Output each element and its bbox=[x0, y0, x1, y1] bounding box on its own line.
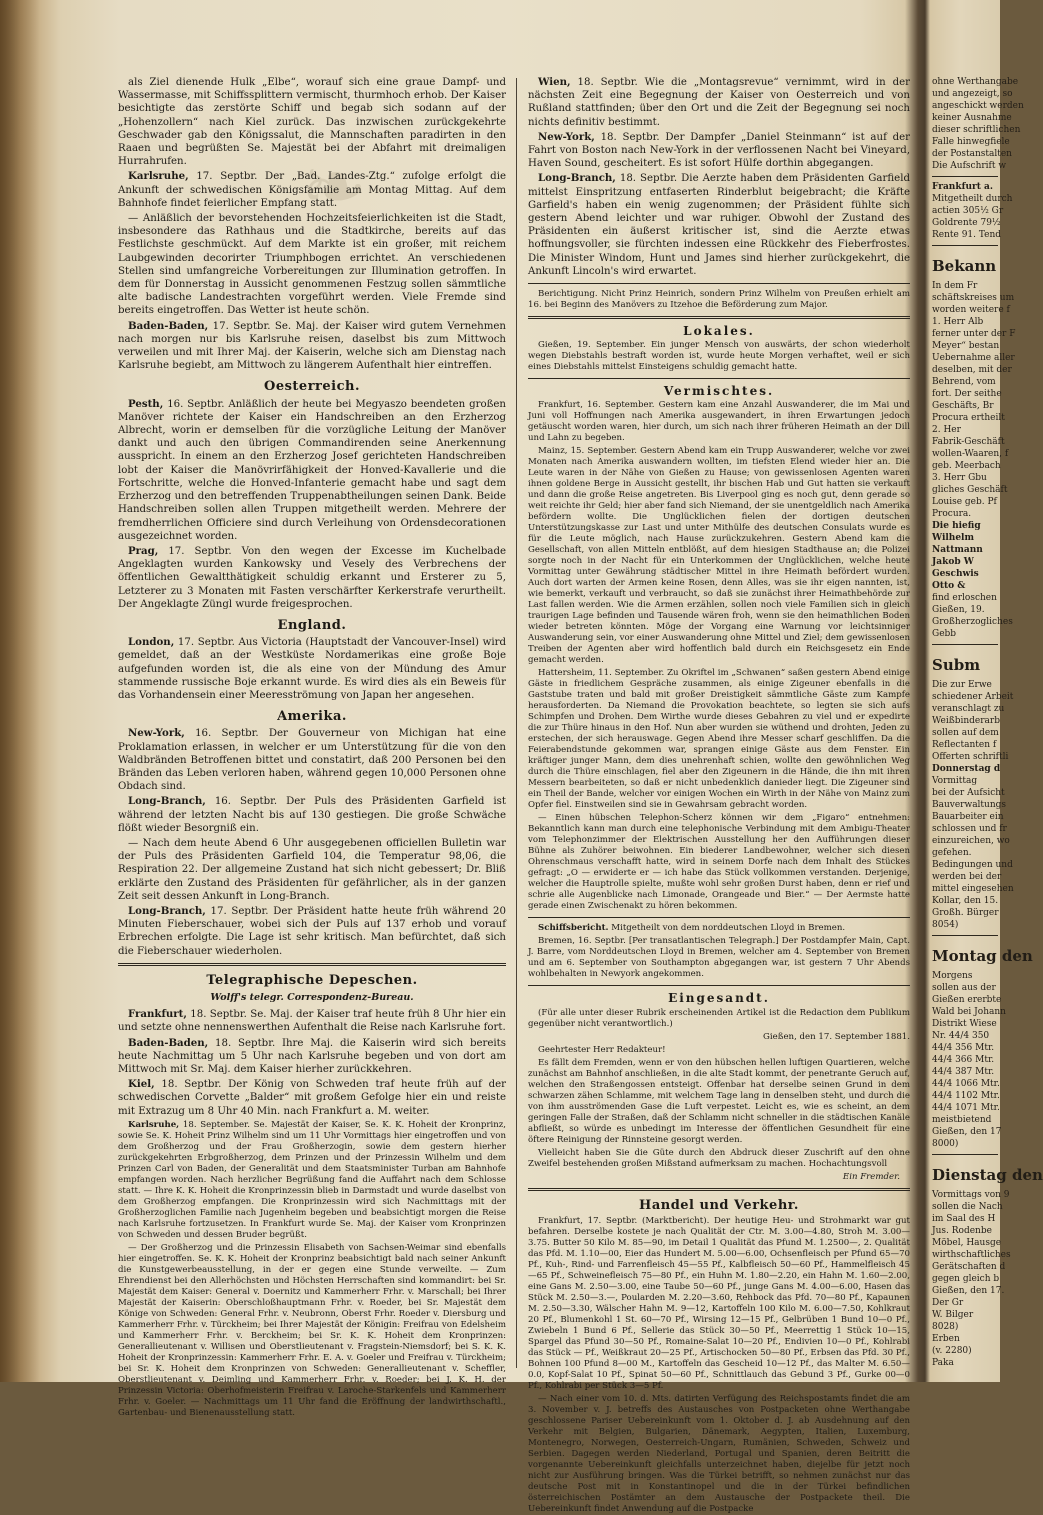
watermark-ornament: ❧ bbox=[300, 140, 368, 233]
dateline-place: Karlsruhe, bbox=[128, 1119, 180, 1130]
fragment-line: bei der Aufsicht bbox=[932, 788, 1005, 798]
fragment-line: worden weitere f bbox=[932, 305, 1010, 315]
dateline-place: Baden-Baden, bbox=[128, 319, 209, 332]
fragment-heading: Montag den bbox=[932, 947, 1033, 965]
article-paragraph: Karlsruhe, 17. Septbr. Der „Bad. Landes-Ztg.“ zufolge erfolgt die Ankunft der schwedischen Königsfamilie am Montag Mittag. Auf dem Bahnhofe findet feierlicher Empfang statt. bbox=[118, 170, 506, 209]
fragment-line: actien 305½ Gr bbox=[932, 206, 1004, 216]
fragment-line: 44/4 387 Mtr. bbox=[932, 1067, 995, 1077]
column-rule bbox=[516, 78, 517, 1368]
article-paragraph: — Nach dem heute Abend 6 Uhr ausgegebenen officiellen Bulletin war der Puls des Präsidenten Garfield 104, die Temperatur 98,06, die Respiration 22. Der allgemeine Zustand hat sich nicht gebessert; Dr. Bliß erklärte den Zustand des Präsidenten für gefährlicher, als in der ganzen Zeit seit dessen Ankunft in Long-Branch. bbox=[118, 837, 506, 902]
fragment-line: gegen gleich b bbox=[932, 1274, 1000, 1284]
dateline-place: Long-Branch, bbox=[538, 172, 616, 185]
fragment-line: (v. 2280) bbox=[932, 1346, 972, 1356]
article-paragraph: Gießen, 19. September. Ein junger Mensch von auswärts, der schon wiederholt wegen Diebstahls bestraft worden ist, wurde heute Morgen verhaftet, weil er sich eines Diebstahls mittelst Einsteigens schuldig gemacht hatte. bbox=[528, 340, 910, 373]
right-column bbox=[528, 76, 910, 1514]
letter-signature: Ein Fremder. bbox=[842, 1171, 900, 1182]
fragment-line: Gießen, den 17 bbox=[932, 1127, 1002, 1137]
article-paragraph: Hattersheim, 11. September. Zu Okriftel im „Schwanen“ saßen gestern Abend einige Gäste in friedlichem Gespräche zusammen, als einige Zigeuner ebenfalls in die Gaststube traten und bald mit großer Dreistigkeit sämmtliche Gäste zum Kampfe herausforderten. Da Niemand die Provokation beachtete, so legten sie sich aufs Schimpfen und Drohen. Dem Wirthe wurde dieses Gebahren zu viel und er expedirte die zur Thüre hinaus in den Hof. Nun aber wurden sie wüthend und drohten, Jeden zu erstechen, der sich herauswage. Gegen Abend ihre Messer scharf geschliffen. Da die Feierabendstunde gekommen war, sprangen einige Gäste aus dem Fenster. Ein kräftiger junger Mann, dem dies unehrenhaft schien, wollte den gewöhnlichen Weg durch die Thüre einschlagen, fiel aber den Zigeunern in die Hände, die ihn mit ihren Messern bearbeiteten, so daß er nicht unbedenklich danieder liegt. Die Zigeuner sind ein Theil der Bande, welcher vor einigen Wochen ein Wirth in der Nähe von Mainz zum Opfer fiel. Einstweilen sind sie in Gewahrsam gebracht worden. bbox=[528, 668, 910, 811]
fragment-line: Uebernahme aller bbox=[932, 353, 1015, 363]
fragment-line: und angezeigt, so bbox=[932, 89, 1013, 99]
fragment-line: Großh. Bürger bbox=[932, 908, 999, 918]
dateline-place: New-York, bbox=[538, 130, 595, 143]
fragment-line: Bauarbeiter ein bbox=[932, 812, 1004, 822]
section-heading-ship: Schiffsbericht. bbox=[538, 923, 609, 934]
fragment-line: Geschäfts, Br bbox=[932, 401, 994, 411]
fragment-line: Möbel, Hausge bbox=[932, 1238, 1002, 1248]
correction-note: Berichtigung. Nicht Prinz Heinrich, sondern Prinz Wilhelm von Preußen erhielt am 16. bei Beginn des Manövers zu Itzehoe die Beförderung zum Major. bbox=[528, 289, 910, 311]
section-heading-trade: Handel und Verkehr. bbox=[639, 1197, 799, 1213]
article-paragraph: Wien, 18. Septbr. Wie die „Montagsrevue“ vernimmt, wird in der nächsten Zeit eine Begegnung der Kaiser von Oesterreich und von Rußland stattfinden; über den Ort und die Zeit der Begegnung sei noch nichts definitiv bestimmt. bbox=[528, 76, 910, 128]
adjacent-page-fragment bbox=[932, 76, 1043, 1376]
fragment-line: Reflectanten f bbox=[932, 740, 997, 750]
fragment-line: Wald bei Johann bbox=[932, 1007, 1006, 1017]
fragment-line: Der Gr bbox=[932, 1298, 964, 1308]
fragment-divider bbox=[932, 935, 998, 936]
fragment-line: ohne Werthangabe bbox=[932, 77, 1019, 87]
fragment-line: In dem Fr bbox=[932, 281, 978, 291]
fragment-line: schlossen und fr bbox=[932, 824, 1007, 834]
market-report: Frankfurt, 17. Septbr. (Marktbericht). Der heutige Heu- und Strohmarkt war gut befahren. Derselbe kostete je nach Qualität der Ctr. M. 3.00—4.80, Stroh M. 3.00—3.75. Butter 50 Kilo M. 85—90, im Detail 1 Qualität das Pfund M. 1.2500—, 2. Qualität das Pfd. M. 1.10—00, Eier das Hundert M. 5.00—6.00, Ochsenfleisch per Pfund 65—70 Pf., Kuh-, Rind- und Farrenfleisch 45—55 Pf., Kalbfleisch 50—60 Pf., Hammelfleisch 45—65 Pf., Schweinefleisch 75—80 Pf., ein Huhn M. 1.80—2.20, ein Hahn M. 1.60—2.00, eine Gans M. 2.50—3.00, eine Taube 50—60 Pf., junge Gans M. 4.00—6.00, Hasen das Stück M. 2.50—3.—, Poularden M. 2.20—3.60, Rehbock das Pfd. 70—80 Pf., Kapaunen M. 2.50—3.30, Wälscher Hahn M. 9—12, Kartoffeln 100 Kilo M. 6.00—7.50, Kohlkraut 20 Pf., Blumenkohl 1 St. 60—70 Pf., Wirsing 12—15 Pf., Gelbrüben 1 Bund 10—0 Pf., Zwiebeln 1 Bund 6 Pf., Sellerie das Stück 30—50 Pf., Meerrettig 1 Stück 10—15, Spargel das Pfund 30—50 Pf., Romaine-Salat 10—20 Pf., Endivien 10—0 Pf., Kohlrabi das Stück — Pf., Weißkraut 20—25 Pf., Artischocken 50—80 Pf., Erbsen das Pfd. 30 Pf., Bohnen 100 Pfund 8—00 M., Kartoffeln das Gescheid 10—12 Pf., das Malter M. 6.50—0.0, Kopf-Salat 10 Pf., Spinat 50—60 Pf., Schnittlauch das Gebund 3 Pf., Gurke 00—0 Pf., Kohlrabi per Stück 3—5 Pf. bbox=[528, 1215, 910, 1391]
fragment-line: 3. Herr Gbu bbox=[932, 473, 987, 483]
fragment-line: Gießen ererbte bbox=[932, 995, 1002, 1005]
divider bbox=[528, 985, 910, 986]
fragment-line: Gießen, den 17. bbox=[932, 1286, 1005, 1296]
article-paragraph: — Der Großherzog und die Prinzessin Elisabeth von Sachsen-Weimar sind ebenfalls hier eingetroffen. Se. K. K. Hoheit der Kronprinz beabsichtigt bald nach seiner Ankunft die Kunstgewerbeausstellung, in der er gegen eine Stunde verweilte. — Zum Ehrendienst bei den Allerhöchsten und Höchsten Herrschaften sind kommandirt: bei Sr. Majestät dem Kaiser: General v. Doernitz und Kammerherr Frhr. v. Marschall; bei Ihrer Majestät der Kaiserin: Oberschloßhauptmann Frhr. v. Roeder, bei Sr. Majestät dem Könige von Schweden: General Frhr. v. Neubronn, Oberst Frhr. Roeder v. Diersburg und Kammerherr Frhr. v. Türckheim; bei Ihrer Majestät der Königin: Freifrau von Edelsheim und Kammerherr Frhr. v. Berckheim; bei Sr. K. K. Hoheit dem Kronprinzen: Generallieutenant v. Willisen und Oberstlieutenant v. Fragstein-Niemsdorf; bei S. K. K. Hoheit der Kronprinzessin: Kammerherr Frhr. E. A. v. Goeler und Freifrau v. Türckheim; bei Sr. K. Hoheit dem Kronprinzen von Schweden: Generallieutenant v. Scheffler, Oberstlieutenant v. Deimling und Kammerherr Frhr. v. Roeder; bei J. K. H. der Prinzessin Victoria: Oberhofmeisterin Freifrau v. Laroche-Starkenfels und Kammerherr Frhr. v. Goeler. — Nachmittags um 11 Uhr fand die Eröffnung der landwirthschaftl., Gartenbau- und Bienenausstellung statt. bbox=[118, 1242, 506, 1418]
fragment-line: wollen-Waaren, f bbox=[932, 449, 1009, 459]
fragment-line: ferner unter der F bbox=[932, 329, 1016, 339]
fragment-heading: Bekann bbox=[932, 257, 997, 275]
fragment-line: sollen auf dem bbox=[932, 728, 999, 738]
article-paragraph: Baden-Baden, 18. Septbr. Ihre Maj. die Kaiserin wird sich bereits heute Nachmittag um 5 Uhr nach Karlsruhe begeben und von dort am Mittwoch mit Sr. Maj. dem Kaiser hierher zurückkehren. bbox=[118, 1036, 506, 1076]
fragment-line: Distrikt Wiese bbox=[932, 1019, 997, 1029]
fragment-line: Rente 91. Tend bbox=[932, 230, 1002, 240]
fragment-line: 2. Her bbox=[932, 425, 961, 435]
letter-body: Es fällt dem Fremden, wenn er von den hübschen hellen luftigen Quartieren, welche zunächst am Bahnhof anschließen, in die alte Stadt kommt, der penetrante Geruch auf, welchen den Straßengossen entsteigt. Offenbar hat derselbe seinen Grund in dem schwarzen zähen Schlamme, mit welchem Tage lang in denselben steht, und durch die von ihm ausströmenden Gase die Luft verpestet. Leicht es, wie es scheint, an dem geringen Falle der Straßen, daß der Schlamm nicht schneller in die städtischen Kanäle abfließt, so würde es unbedingt im Interesse der öffentlichen Gesundheit für eine öftere Reinigung der Rinnsteine gesorgt werden. bbox=[528, 1057, 910, 1145]
fragment-line: 44/4 1102 Mtr. bbox=[932, 1091, 1000, 1101]
article-paragraph: London, 17. Septbr. Aus Victoria (Hauptstadt der Vancouver-Insel) wird gemeldet, daß an der Westküste Nordamerikas eine große Boje aufgefunden worden ist, die als eine von der Mündung des Amur stammende russische Boje erkannt wurde. Es wird dies als ein Beweis für das Vorhandensein einer Meeresströmung von Japan her angesehen. bbox=[118, 636, 506, 701]
article-paragraph: Long-Branch, 16. Septbr. Der Puls des Präsidenten Garfield ist während der letzten Nacht bis auf 130 gestiegen. Die große Schwäche flößt wieder Besorgniß ein. bbox=[118, 795, 506, 834]
section-subheading: Wolff's telegr. Correspondenz-Bureau. bbox=[210, 992, 414, 1003]
fragment-line: mittel eingesehen bbox=[932, 884, 1014, 894]
article-paragraph: Prag, 17. Septbr. Von den wegen der Excesse im Kuchelbade Angeklagten wurden Kankowsky und Vesely des Verbrechens der öffentlichen Gewaltthätigkeit schuldig erkannt und Ersterer zu 5, Letzterer zu 3 Monaten mit Fasten verschärfter Kerkerstrafe verurtheilt. Der Angeklagte Züngl wurde freigesprochen. bbox=[118, 544, 506, 610]
section-heading-misc: Vermischtes. bbox=[663, 384, 775, 399]
letter-date: Gießen, den 17. September 1881. bbox=[763, 1031, 910, 1042]
section-divider bbox=[528, 1188, 910, 1191]
dateline-place: Long-Branch, bbox=[128, 795, 206, 808]
article-paragraph: Frankfurt, 16. September. Gestern kam eine Anzahl Auswanderer, die im Mai und Juni voll Hoffnungen nach Amerika ausgewandert, in ihren Erwartungen jedoch getäuscht worden waren, hier durch, um sich nach ihrer früheren Heimath an der Dill und Lahn zu begeben. bbox=[528, 400, 910, 444]
fragment-line: Otto & bbox=[932, 581, 966, 591]
dateline-place: Pesth, bbox=[128, 397, 164, 410]
fragment-divider bbox=[932, 245, 998, 246]
fragment-line: Procura ertheilt bbox=[932, 413, 1005, 423]
fragment-heading: Subm bbox=[932, 656, 981, 674]
article-paragraph: — Nach einer vom 10. d. Mts. datirten Verfügung des Reichspostamts findet die am 3. November v. J. betreffs des Austausches von Postpacketen ohne Werthangabe geschlossene Pariser Uebereinkunft vom 1. Oktober d. J. ab Ausdehnung auf den Verkehr mit Belgien, Bulgarien, Dänemark, Aegypten, Italien, Luxemburg, Montenegro, Norwegen, Oesterreich-Ungarn, Rumänien, Schweden, Schweiz und Serbien. Dagegen werden Niederland, Portugal und Spanien, deren Beitritt die vorgenannte Uebereinkunft gleichfalls unterzeichnet haben, diejelbe für jetzt noch nicht zur Ausführung bringen. Was die Türkei betrifft, so nehmen zunächst nur das deutsche Post mit in Konstantinopel und die in der Türkei befindlichen österreichischen Postämter an dem Austausche der Postpackete theil. Die Uebereinkunft findet Anwendung auf die Postpacke bbox=[528, 1393, 910, 1514]
article-paragraph: Kiel, 18. Septbr. Der König von Schweden traf heute früh auf der schwedischen Corvette „Balder“ mit großem Gefolge hier ein und reiste mit Extrazug um 8 Uhr 40 Min. nach Frankfurt a. M. weiter. bbox=[118, 1078, 506, 1117]
article-paragraph: Long-Branch, 17. Septbr. Der Präsident hatte heute früh während 20 Minuten Fieberschauer, wobei sich der Puls auf 137 erhob und vorauf Erbrechen erfolgte. Die Lage ist sehr kritisch. Man befürchtet, daß sich die Fieberschauer wiederholen. bbox=[118, 904, 506, 957]
fragment-line: Wilhelm bbox=[932, 533, 974, 543]
fragment-line: Mitgetheilt durch bbox=[932, 194, 1013, 204]
article-paragraph: Frankfurt, 18. Septbr. Se. Maj. der Kaiser traf heute früh 8 Uhr hier ein und setzte ohne nennenswerthen Aufenthalt die Reise nach Karlsruhe fort. bbox=[118, 1008, 506, 1034]
divider bbox=[528, 283, 910, 284]
binding-shadow bbox=[0, 0, 40, 1382]
fragment-line: Vormittag bbox=[932, 776, 978, 786]
fragment-line: sollen die Nach bbox=[932, 1202, 1003, 1212]
left-column bbox=[118, 76, 507, 1418]
article-paragraph: Pesth, 16. Septbr. Anläßlich der heute bei Megyaszo beendeten großen Manöver richtete der Kaiser ein Handschreiben an den Erzherzog Albrecht, worin er demselben für die vorzügliche Leitung der Manöver dankt und auch den übrigen Commandirenden seine Anerkennung ausspricht. In einem an den Erzherzog Josef gerichteten Handschreiben lobt der Kaiser die Manövrirfähigkeit der Honved-Kavallerie und die Fortschritte, welche die Honved-Infanterie gemacht habe und sagt dem Erzherzog und den betreffenden Truppenabtheilungen seinen Dank. Beide Handschreiben sollen allen Truppen mitgetheilt werden. Mehrere der fremdherrlichen Officiere sind durch Verleihung von Ordensdecorationen ausgezeichnet worden. bbox=[118, 397, 506, 542]
fragment-line: Behrend, vom bbox=[932, 377, 996, 387]
fragment-line: Falle hinwegfiele bbox=[932, 137, 1010, 147]
fragment-divider bbox=[932, 176, 998, 177]
section-heading-telegraph: Telegraphische Depeschen. bbox=[206, 972, 418, 988]
fragment-line: 8000) bbox=[932, 1139, 959, 1149]
fragment-line: Goldrente 79½ bbox=[932, 218, 1001, 228]
fragment-line: gliches Geschäft bbox=[932, 485, 1008, 495]
fragment-line: find erloschen bbox=[932, 593, 997, 603]
divider bbox=[528, 378, 910, 379]
fragment-line: Gießen, 19. bbox=[932, 605, 985, 615]
fragment-line: Morgens bbox=[932, 971, 973, 981]
fragment-line: Louise geb. Pf bbox=[932, 497, 997, 507]
shipping-report: Schiffsbericht. Mitgetheilt von dem norddeutschen Lloyd in Bremen. bbox=[538, 923, 846, 934]
fragment-line: angeschickt werden bbox=[932, 101, 1024, 111]
fragment-line: Gerätschaften d bbox=[932, 1262, 1006, 1272]
fragment-line: veranschlagt zu bbox=[932, 704, 1005, 714]
fragment-line: im Saal des H bbox=[932, 1214, 996, 1224]
dateline-place: Kiel, bbox=[128, 1078, 155, 1091]
fragment-line: 44/4 356 Mtr. bbox=[932, 1043, 995, 1053]
fragment-line: Die zur Erwe bbox=[932, 680, 992, 690]
fragment-line: Nr. 44/4 350 bbox=[932, 1031, 990, 1041]
fragment-line: Die Aufschrift w bbox=[932, 161, 1007, 171]
fragment-line: Nattmann bbox=[932, 545, 983, 555]
dateline-place: Karlsruhe, bbox=[128, 170, 189, 183]
fragment-line: Procura. bbox=[932, 509, 972, 519]
fragment-line: der Postanstalten bbox=[932, 149, 1012, 159]
fragment-line: wirthschaftliches bbox=[932, 1250, 1011, 1260]
fragment-line: deselben, mit der bbox=[932, 365, 1012, 375]
fragment-line: 44/4 1071 Mtr. bbox=[932, 1103, 1000, 1113]
section-divider bbox=[118, 963, 506, 966]
divider bbox=[528, 917, 910, 918]
article-paragraph: Mainz, 15. September. Gestern Abend kam ein Trupp Auswanderer, welche vor zwei Monaten nach Amerika auswandern wollten, im tiefsten Elend wieder hier an. Die Leute waren in der Nähe von Gießen zu Hause; von gewissenlosen Agenten waren ihnen goldene Berge in Aussicht gestellt, ihr bischen Hab und Gut hatten sie verkauft und dann die große Reise angetreten. Bis Liverpool ging es noch gut, denn gerade so weit reichte ihr Geld; hier aber fand sich Niemand, der sie unentgeldlich nach Amerika befördern wollte. Die Unglücklichen fielen der dortigen deutschen Unterstützungskasse zur Last und unter Mithülfe des deutschen Consulats wurde es für die Leute möglich, nach Hause zurückzukehren. Gestern Abend kam die Gesellschaft, von allen Mitteln entblößt, auf dem hiesigen Stadthause an; die Polizei sorgte noch in der Nacht für ein Unterkommen der Unglücklichen, welche heute Vormittag unter Gewährung städtischer Mittel in ihre Heimath befördert wurden. Auch dort warten der Armen keine Rosen, denn Alles, was sie ihr eigen nannten, ist, wie bemerkt, verkauft und verbraucht, so daß sie zunächst ihrer Heimathbehörde zur Last fallen werden. Wie die Armen erzählen, sollen noch viele Familien sich in gleich traurigen Lage befinden und Tausende wären froh, wenn sie den heimathlichen Boden wieder betreten könnten. Möge der Vorgang eine Warnung vor leichtsinniger Auswanderung sein, vor einer Auswanderung ohne Mittel und Ziel; dem gewissenlosen Treiben der Agenten aber wird hoffentlich bald durch ein Reichsgesetz ein Ende gemacht werden. bbox=[528, 446, 910, 666]
fragment-line: Die hiefig bbox=[932, 521, 981, 531]
section-heading-america: Amerika. bbox=[277, 709, 347, 725]
fragment-heading: Dienstag den bbox=[932, 1166, 1043, 1184]
article-paragraph: — Einen hübschen Telephon-Scherz können wir dem „Figaro“ entnehmen: Bekanntlich kann man durch eine telephonische Verbindung mit dem Ambigu-Theater vom Telephonzimmer der Elektrischen Ausstellung her den Aufführungen dieser Bühne als Zuhörer beiwohnen. Ein biederer Landbewohner, welcher sich diesen Ohrenschmaus verschafft hatte, wird in seinem Dorfe nach dem Inhalt des Stückes gefragt: „O — erwiderte er — ich habe das Stück vollkommen verstanden. Derjenige, welcher die Hauptrolle spielte, mußte wohl sehr großen Durst haben, denn er rief und schrie alle Augenblicke nach Limonade, Orangeade und Bier.“ — Der Aermste hatte gerade einen Zwischenakt zu hören bekommen. bbox=[528, 813, 910, 912]
dateline-place: New-York, bbox=[128, 727, 185, 740]
section-divider bbox=[528, 316, 910, 319]
section-heading-austria: Oesterreich. bbox=[264, 379, 360, 395]
fragment-line: keiner Ausnahme bbox=[932, 113, 1012, 123]
section-heading-local: Lokales. bbox=[683, 324, 755, 339]
fragment-line: meistbietend bbox=[932, 1115, 992, 1125]
fragment-line: Kollar, den 15. bbox=[932, 896, 999, 906]
dateline-place: Prag, bbox=[128, 544, 159, 557]
fragment-line: schiedener Arbeit bbox=[932, 692, 1014, 702]
fragment-line: W. Bilger bbox=[932, 1310, 974, 1320]
fragment-line: Jakob W bbox=[932, 557, 974, 567]
article-paragraph: Bremen, 16. Septbr. [Per transatlantischen Telegraph.] Der Postdampfer Main, Capt. J. Barre, vom Norddeutschen Lloyd in Bremen, welcher am 4. September von Bremen und am 6. September von Southampton abgegangen war, ist gestern 7 Uhr Abends wohlbehalten in Newyork angekommen. bbox=[528, 936, 910, 980]
section-heading-england: England. bbox=[277, 617, 347, 633]
fragment-divider bbox=[932, 1154, 998, 1155]
dateline-place: Baden-Baden, bbox=[128, 1036, 209, 1049]
article-paragraph: New-York, 18. Septbr. Der Dampfer „Daniel Steinmann“ ist auf der Fahrt von Boston nach New-York in der verflossenen Nacht bei Vineyard, Haven Sound, gescheitert. Es ist sofort Hülfe dorthin abgegangen. bbox=[528, 130, 910, 170]
fragment-line: werden bei der bbox=[932, 872, 1002, 882]
section-heading-submitted: Eingesandt. bbox=[668, 991, 770, 1006]
fragment-line: 8054) bbox=[932, 920, 959, 930]
fragment-line: schäftskreises um bbox=[932, 293, 1015, 303]
fragment-line: Gebb bbox=[932, 629, 957, 639]
dateline-place: Long-Branch, bbox=[128, 904, 206, 917]
fragment-line: Weißbinderarb bbox=[932, 716, 1000, 726]
fragment-line: Frankfurt a. bbox=[932, 182, 993, 192]
fragment-line: sollen aus der bbox=[932, 983, 996, 993]
article-paragraph: Long-Branch, 18. Septbr. Die Aerzte haben dem Präsidenten Garfield mittelst Einspritzung entfaserten Rinderblut beigebracht; die Kräfte Garfield's haben ein wenig zugenommen; der Präsident fühlte sich gestern Abend leichter und war ruhiger. Obwohl der Zustand des Präsidenten ein äußerst kritischer ist, sind die Aerzte etwas hoffnungsvoller, sie fürchten indessen eine Rückkehr des Fieberfrostes. Die Minister Windom, Hunt und James sind hierher zurückgekehrt, die Ankunft Lincoln's wird erwartet. bbox=[528, 172, 910, 277]
article-paragraph: als Ziel dienende Hulk „Elbe“, worauf sich eine graue Dampf- und Wassermasse, mit Schiffssplittern vermischt, thurmhoch erhob. Der Kaiser besichtigte das zerstörte Schiff und begab sich sodann auf der „Hohenzollern“ nach Kiel zurück. Das inzwischen zurückgekehrte Geschwader gab den Königssalut, die Mannschaften paradirten in den Raaen und begrüßten Se. Majestät bei der Abfahrt mit dreimaligen Hurrahrufen. bbox=[118, 77, 506, 168]
fragment-line: Donnerstag d bbox=[932, 764, 1001, 774]
editorial-note: (Für alle unter dieser Rubrik erscheinenden Artikel ist die Redaction dem Publikum gegenüber nicht verantwortlich.) bbox=[528, 1007, 910, 1029]
article-paragraph: New-York, 16. Septbr. Der Gouverneur von Michigan hat eine Proklamation erlassen, in welcher er um Unterstützung für die von den Waldbränden Betroffenen bittet und constatirt, daß 200 Personen bei den Bränden das Leben verloren haben, während gegen 10,000 Personen ohne Obdach sind. bbox=[118, 727, 506, 793]
fragment-line: 44/4 366 Mtr. bbox=[932, 1055, 995, 1065]
article-paragraph: Baden-Baden, 17. Septbr. Se. Maj. der Kaiser wird gutem Vernehmen nach morgen nur bis Karlsruhe reisen, daselbst bis zum Mittwoch verweilen und mit Ihrer Maj. der Kaiserin, welche sich am Dienstag nach Karlsruhe begiebt, am Mittwoch zu längerem Aufenthalt hier eintreffen. bbox=[118, 319, 506, 372]
fragment-line: 1. Herr Alb bbox=[932, 317, 984, 327]
article-paragraph: — Anläßlich der bevorstehenden Hochzeitsfeierlichkeiten ist die Stadt, insbesondere das Rathhaus und die Stadtkirche, bereits auf das Festlichste geschmückt. Auf dem Markte ist ein großer, mit reichem Laubgewinden decorirter Triumphbogen errichtet. An verschiedenen Stellen sind umfangreiche Vorbereitungen zur Illumination getroffen. In dem für Donnerstag in Aussicht genommenen Festzug sollen sämmtliche alte badische Landestrachten vorgeführt werden. Viele Fremde sind bereits eingetroffen. Das Wetter ist heute schön. bbox=[118, 213, 506, 317]
dateline-place: Frankfurt, bbox=[128, 1008, 187, 1021]
fragment-line: Offerten schriftli bbox=[932, 752, 1009, 762]
fragment-line: dieser schriftlichen bbox=[932, 125, 1021, 135]
fragment-line: Erben bbox=[932, 1334, 960, 1344]
fragment-line: Meyer“ bestan bbox=[932, 341, 1000, 351]
fragment-divider bbox=[932, 644, 998, 645]
fragment-line: geb. Meerbach bbox=[932, 461, 1001, 471]
fragment-line: Geschwis bbox=[932, 569, 979, 579]
letter-salutation: Geehrtester Herr Redakteur! bbox=[538, 1044, 666, 1055]
fragment-line: 8028) bbox=[932, 1322, 959, 1332]
fragment-line: fort. Der seithe bbox=[932, 389, 1002, 399]
fragment-line: gefehen. bbox=[932, 848, 972, 858]
fragment-line: 44/4 1066 Mtr. bbox=[932, 1079, 1000, 1089]
fragment-line: Großherzogliches bbox=[932, 617, 1013, 627]
fragment-line: Bedingungen und bbox=[932, 860, 1013, 870]
fragment-line: Bauverwaltungs bbox=[932, 800, 1007, 810]
fragment-line: Paka bbox=[932, 1358, 954, 1368]
fragment-line: Fabrik-Geschäft bbox=[932, 437, 1005, 447]
article-paragraph: Karlsruhe, 18. September. Se. Majestät der Kaiser, Se. K. K. Hoheit der Kronprinz, sowie Se. K. Hoheit Prinz Wilhelm sind um 11 Uhr Vormittags hier eingetroffen und von dem Großherzog und der Frau Großherzogin, sowie dem gestern hierher zurückgekehrten Erbgroßherzog, dem Prinzen und der Prinzessin Wilhelm und dem Prinzen Carl von Baden, der Generalität und dem Staatsminister Turban am Bahnhofe empfangen worden. Nach herzlicher Begrüßung fand die Auffahrt nach dem Schlosse statt. — Ihre K. K. Hoheit die Kronprinzessin blieb in Darmstadt und wurde daselbst von dem Großherzog empfangen. Die Kronprinzessin wird sich Nachmittags mit der Großherzoglichen Familie nach Jugenheim begeben und beabsichtigt morgen die Reise nach Karlsruhe fortzusetzen. In Frankfurt wurde Se. Maj. der Kaiser vom Kronprinzen von Schweden und dessen Bruder begrüßt. bbox=[118, 1119, 507, 1240]
letter-closing: Vielleicht haben Sie die Güte durch den Abdruck dieser Zuschrift auf den ohne Zweifel bestehenden großen Mißstand aufmerksam zu machen. Hochachtungsvoll bbox=[528, 1147, 910, 1169]
fragment-line: Jus. Rodenbe bbox=[932, 1226, 992, 1236]
dateline-place: London, bbox=[128, 636, 175, 649]
dateline-place: Wien, bbox=[538, 76, 571, 88]
fragment-line: Vormittags von 9 bbox=[932, 1190, 1010, 1200]
fragment-line: einzureichen, wo bbox=[932, 836, 1010, 846]
